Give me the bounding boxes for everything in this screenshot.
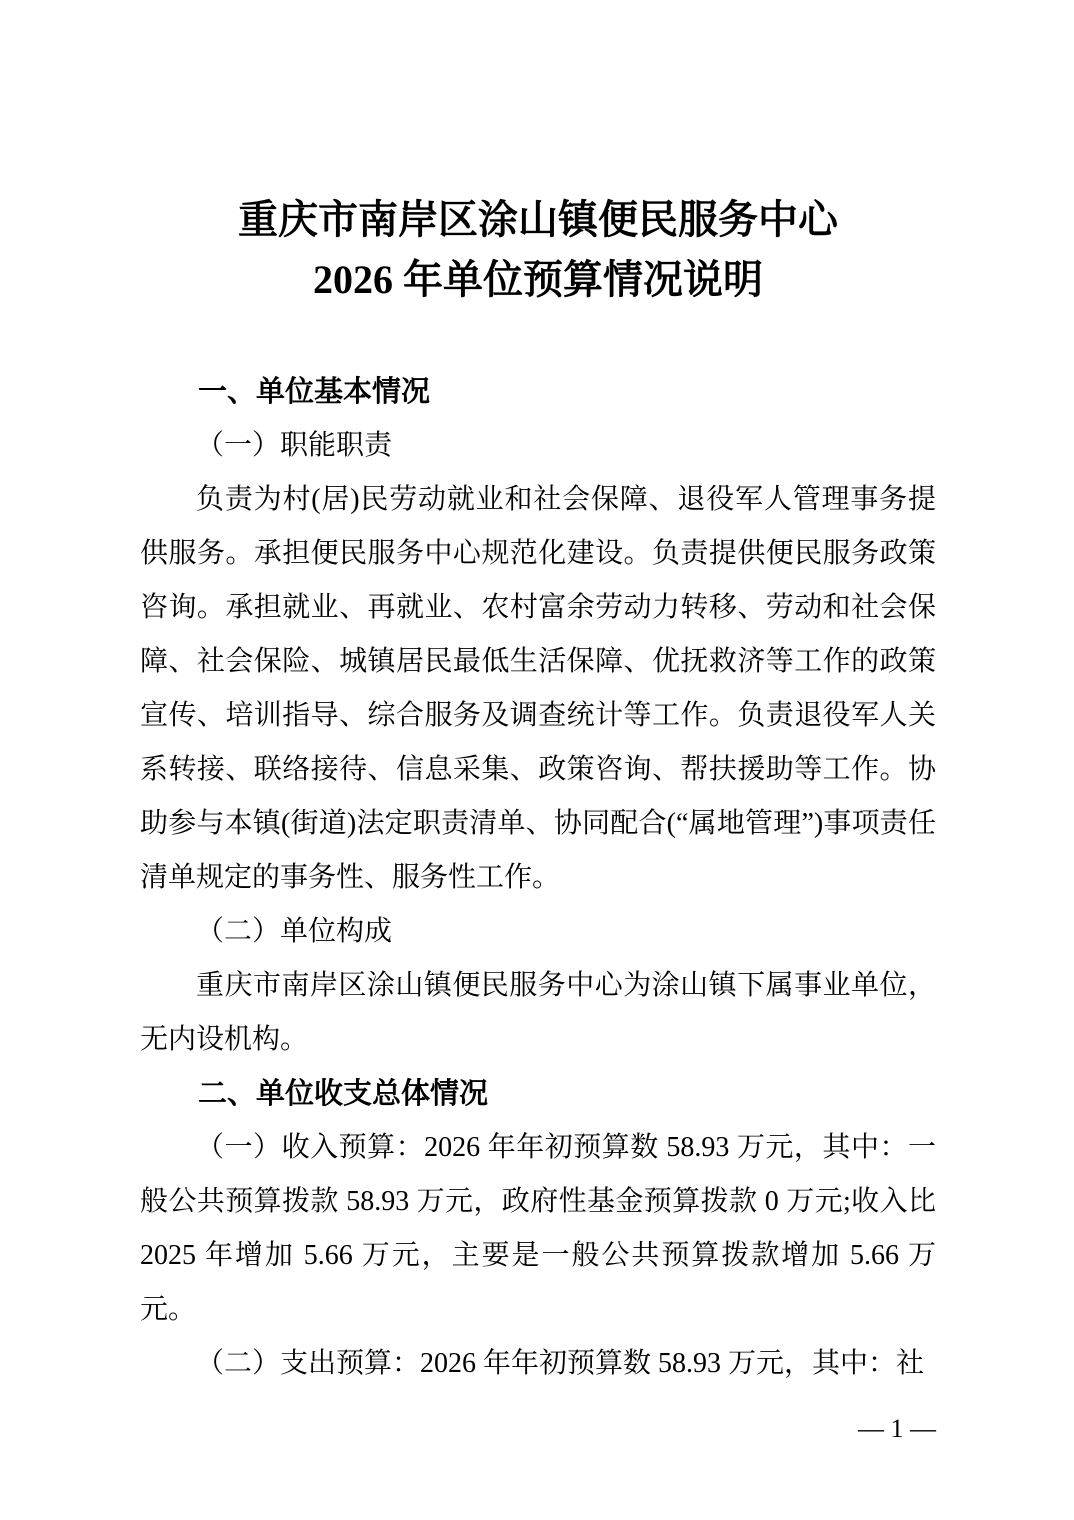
section2-paragraph2: （二）支出预算：2026 年年初预算数 58.93 万元，其中：社 — [196, 1348, 925, 1379]
section1-sub2-paragraph: 重庆市南岸区涂山镇便民服务中心为涂山镇下属事业单位，无内设机构。 — [140, 970, 936, 1055]
section2-paragraph1: （一）收入预算：2026 年年初预算数 58.93 万元，其中：一般公共预算拨款 58.93 万元，政府性基金预算拨款 0 万元;收入比 2025 年增加 5.66 万元，主要是一般公共预算拨款增加 5.66 万元。 — [140, 1132, 936, 1325]
section1-sub2-heading: （二）单位构成 — [196, 916, 393, 947]
document-title — [140, 190, 936, 310]
page-number: — 1 — — [858, 1414, 936, 1443]
section1-sub1-paragraph: 负责为村(居)民劳动就业和社会保障、退役军人管理事务提供服务。承担便民服务中心规范化建设。负责提供便民服务政策咨询。承担就业、再就业、农村富余劳动力转移、劳动和社会保障、社会保险、城镇居民最低生活保障、优抚救济等工作的政策宣传、培训指导、综合服务及调查统计等工作。负责退役军人关系转接、联络接待、信息采集、政策咨询、帮扶援助等工作。协助参与本镇(街道)法定职责清单、协同配合(“属地管理”)事项责任清单规定的事务性、服务性工作。 — [140, 484, 936, 893]
section1-heading: 一、单位基本情况 — [198, 376, 431, 408]
section2-heading: 二、单位收支总体情况 — [198, 1078, 489, 1110]
section1-sub1-heading: （一）职能职责 — [196, 430, 393, 461]
document-body — [140, 365, 936, 1391]
document-title-line2: 2026 年单位预算情况说明 — [313, 257, 763, 302]
document-title-line1: 重庆市南岸区涂山镇便民服务中心 — [238, 197, 838, 242]
